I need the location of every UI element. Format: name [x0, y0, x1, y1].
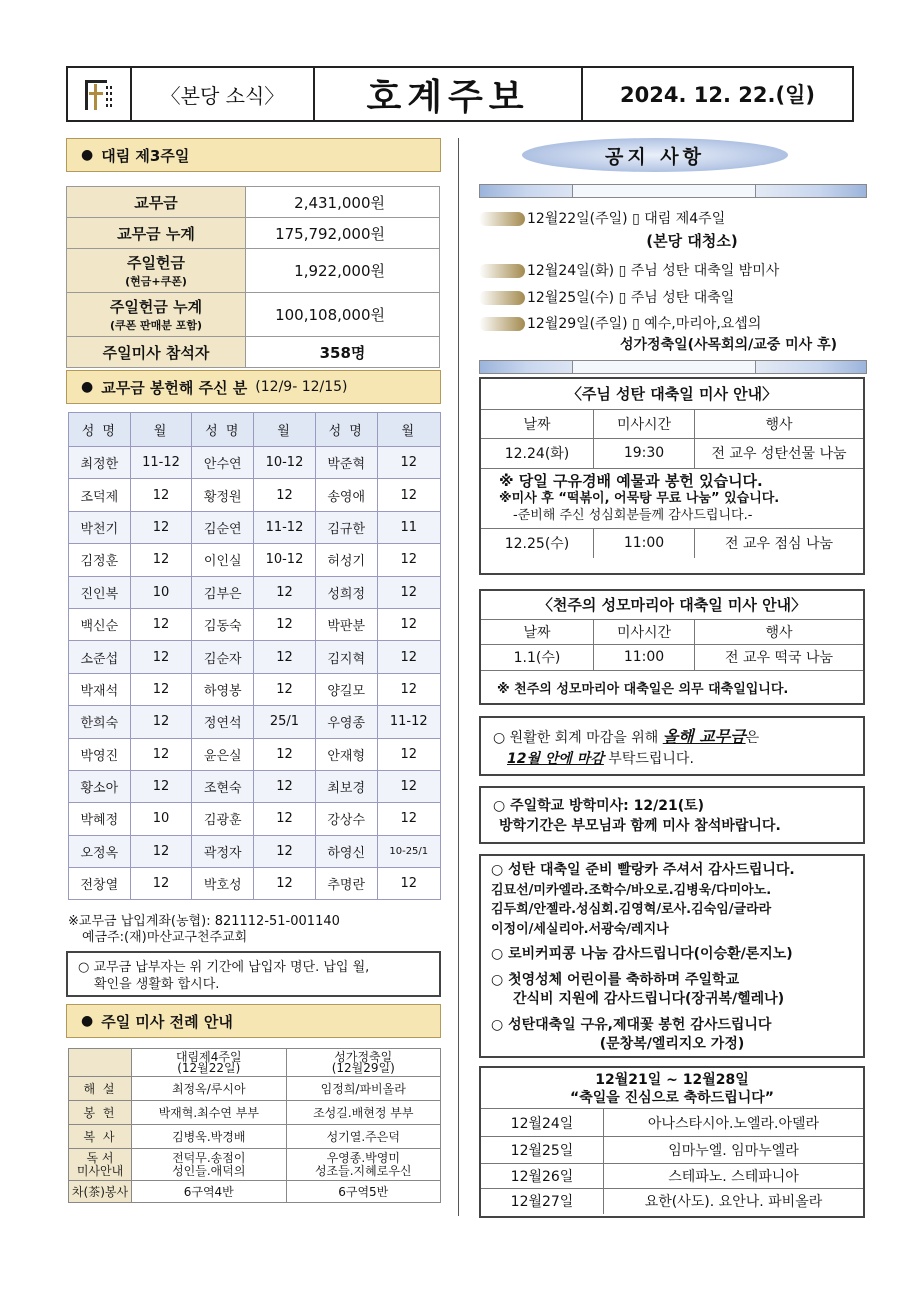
donor-months: 12 — [377, 868, 440, 900]
mass-date: 12.25(수) — [481, 528, 594, 558]
section-label: 〈본당 소식〉 — [132, 68, 315, 120]
bullet-icon: ● — [81, 379, 94, 395]
christmas-note-row — [481, 468, 863, 528]
thanks-box — [479, 854, 865, 1058]
donor-name: 김순자 — [192, 641, 254, 673]
mass-time: 11:00 — [594, 528, 695, 558]
assignee: 성기열.주은덕 — [286, 1125, 441, 1149]
summary-label-sub: (쿠폰 판매분 포함) — [109, 319, 203, 332]
assignee: 임정희/파비올라 — [286, 1077, 441, 1101]
donor-name: 최보경 — [315, 770, 377, 802]
weekly-title-text: 대림 제3주일 — [101, 146, 190, 165]
assignee: 6구역4반 — [132, 1181, 287, 1203]
donor-months: 12 — [377, 479, 440, 511]
donor-name: 우영종 — [315, 706, 377, 738]
donor-months: 12 — [254, 576, 316, 608]
donor-months: 12 — [130, 479, 192, 511]
donor-name: 박판분 — [315, 608, 377, 640]
donor-months: 12 — [130, 544, 192, 576]
donor-name: 박재석 — [69, 673, 131, 705]
donor-name: 송영애 — [315, 479, 377, 511]
weekly-summary-table — [66, 186, 440, 368]
donor-name: 박천기 — [69, 511, 131, 543]
col-header: 행사 — [695, 620, 864, 644]
mary-title: 〈천주의 성모마리아 대축일 미사 안내〉 — [481, 591, 863, 620]
col-header — [132, 1049, 287, 1077]
col-header: 성 명 — [192, 413, 254, 447]
donor-name: 김순연 — [192, 511, 254, 543]
summary-label — [67, 249, 246, 293]
christmas-notes — [481, 468, 863, 528]
col-header: 월 — [377, 413, 440, 447]
mass-guide-section-title — [66, 1004, 441, 1038]
column-divider — [458, 138, 459, 1216]
donor-name: 박준혁 — [315, 447, 377, 479]
mass-event: 전 교우 성탄선물 나눔 — [695, 438, 864, 468]
mass-date: 12.24(화) — [481, 438, 594, 468]
feast-names: 아나스타시아.노엘라.아델라 — [604, 1109, 864, 1137]
donor-months: 12 — [254, 479, 316, 511]
donor-months: 12 — [254, 673, 316, 705]
mary-table — [481, 620, 863, 671]
summary-label: 주일미사 참석자 — [67, 337, 246, 368]
role-label-line: 독 서 — [86, 1150, 114, 1165]
col-header: 날짜 — [481, 620, 594, 644]
donor-months: 12 — [377, 544, 440, 576]
mary-row — [481, 644, 863, 670]
thanks-item: 간식비 지원에 감사드립니다(장귀복/헬레나) — [513, 991, 785, 1007]
notice-subline: (본당 대청소) — [646, 232, 738, 250]
assignee — [132, 1149, 287, 1181]
col-header: 성 명 — [69, 413, 131, 447]
feast-row — [481, 1109, 863, 1137]
note-line: ※미사 후 “떡볶이, 어묵탕 무료 나눔” 있습니다. — [499, 490, 780, 506]
donor-name: 안재형 — [315, 738, 377, 770]
donor-months: 12 — [130, 738, 192, 770]
donor-months: 12 — [254, 608, 316, 640]
feast-row — [481, 1189, 863, 1214]
summary-row — [67, 218, 440, 249]
donor-name: 강상수 — [315, 803, 377, 835]
donor-name: 허성기 — [315, 544, 377, 576]
school-line: 방학기간은 부모님과 함께 미사 참석바랍니다. — [499, 818, 781, 834]
bulletin-header — [66, 66, 854, 122]
assignee: 김병욱.박경배 — [132, 1125, 287, 1149]
mary-feast-box — [479, 589, 865, 705]
feast-title-line: 12월21일 ~ 12월28일 — [595, 1072, 749, 1088]
bulletin-title: 호계주보 — [315, 68, 583, 120]
donor-months: 12 — [377, 673, 440, 705]
role-label: 복 사 — [69, 1125, 132, 1149]
christmas-title: 〈주님 성탄 대축일 미사 안내〉 — [481, 379, 863, 410]
notices-title: 공지 사항 — [522, 138, 788, 172]
accounting-text: 은 — [745, 730, 760, 746]
summary-label-sub: (현금+쿠폰) — [125, 275, 187, 288]
donor-row — [69, 868, 441, 900]
bullet-pill-icon — [479, 264, 525, 278]
thanks-item: ○ 성탄대축일 구유,제대꽃 봉헌 감사드립니다 — [491, 1016, 772, 1033]
donor-name: 황소아 — [69, 770, 131, 802]
summary-row — [67, 293, 440, 337]
summary-row — [67, 187, 440, 218]
bulletin-date: 2024. 12. 22.(일) — [620, 83, 815, 107]
donor-row — [69, 673, 441, 705]
accounting-text: 부탁드립니다. — [603, 751, 694, 767]
donor-name: 성희정 — [315, 576, 377, 608]
note-line: ※ 당일 구유경배 예물과 봉헌 있습니다. — [499, 471, 763, 490]
donor-name: 조덕제 — [69, 479, 131, 511]
donor-name: 하영봉 — [192, 673, 254, 705]
feast-date: 12월25일 — [481, 1137, 604, 1164]
donor-name: 이인실 — [192, 544, 254, 576]
donor-months: 12 — [130, 673, 192, 705]
feast-days-box — [479, 1066, 865, 1218]
role-label-line: 미사안내 — [76, 1163, 124, 1178]
donor-months: 11-12 — [377, 706, 440, 738]
summary-row — [67, 337, 440, 368]
thanks-names: 김묘선/미카엘라.조학수/바오로.김병욱/다미아노. — [491, 882, 772, 898]
thanks-names: 김두희/안젤라.성심회.김영혁/로사.김숙임/글라라 — [491, 902, 772, 917]
mass-guide-row — [69, 1101, 441, 1125]
notice-item — [479, 313, 865, 333]
col-header — [286, 1049, 441, 1077]
accounting-box — [479, 716, 865, 776]
donor-row — [69, 479, 441, 511]
donor-name: 소준섭 — [69, 641, 131, 673]
sunday-school-box — [479, 786, 865, 844]
feast-names: 요한(사도). 요안나. 파비올라 — [604, 1189, 864, 1214]
donor-row — [69, 511, 441, 543]
donor-months: 12 — [377, 608, 440, 640]
donor-name: 박호성 — [192, 868, 254, 900]
role-label: 해 설 — [69, 1077, 132, 1101]
donor-name: 오정옥 — [69, 835, 131, 867]
role-label: 차(茶)봉사 — [69, 1181, 132, 1203]
donor-name: 박혜정 — [69, 803, 131, 835]
summary-label — [67, 293, 246, 337]
donor-name: 김부은 — [192, 576, 254, 608]
assignee-line: 우영종.박영미 — [326, 1150, 400, 1165]
thanks-item: ○ 성탄 대축일 준비 빨랑카 주셔서 감사드립니다. — [491, 862, 795, 878]
donor-row — [69, 770, 441, 802]
thanks-item: ○ 첫영성체 어린이를 축하하며 주일학교 — [491, 971, 740, 988]
donors-section-title — [66, 370, 441, 404]
donor-name: 조현숙 — [192, 770, 254, 802]
donor-months: 12 — [130, 868, 192, 900]
donor-months: 12 — [130, 511, 192, 543]
mass-time: 19:30 — [594, 438, 695, 468]
bar-center — [572, 185, 756, 197]
donor-name: 하영신 — [315, 835, 377, 867]
feast-table — [481, 1108, 863, 1214]
donors-period: (12/9- 12/15) — [255, 379, 348, 395]
col-date: (12월22일) — [177, 1060, 241, 1075]
assignee: 조성길.배현정 부부 — [286, 1101, 441, 1125]
bullet-icon: ● — [81, 147, 94, 163]
donors-title-text: 교무금 봉헌해 주신 분 — [101, 378, 248, 397]
role-label — [69, 1149, 132, 1181]
donor-name: 박영진 — [69, 738, 131, 770]
accounting-emphasis: 12월 안에 마감 — [507, 751, 604, 767]
donor-name: 한희숙 — [69, 706, 131, 738]
donor-note-line: ○ 교무금 납부자는 위 기간에 납입자 명단. 납입 월, — [78, 960, 370, 975]
donor-name: 김정훈 — [69, 544, 131, 576]
corner-cell — [69, 1049, 132, 1077]
donor-row — [69, 803, 441, 835]
bar-center — [572, 361, 756, 373]
mass-time: 11:00 — [594, 644, 695, 670]
summary-label: 교무금 — [67, 187, 246, 218]
account-info — [68, 914, 340, 946]
col-header: 행사 — [695, 410, 864, 438]
donor-months: 10 — [130, 803, 192, 835]
summary-value: 1,922,000원 — [246, 249, 440, 293]
thanks-names: 이정이/세실리아.서광숙/레지나 — [491, 921, 669, 937]
donor-months: 12 — [254, 641, 316, 673]
summary-value: 175,792,000원 — [246, 218, 440, 249]
donor-name: 백신순 — [69, 608, 131, 640]
mass-guide-row — [69, 1181, 441, 1203]
mary-header-row — [481, 620, 863, 644]
notice-text: 12월29일(주일) ▯ 예수,마리아,요셉의 — [527, 316, 762, 332]
donor-row — [69, 706, 441, 738]
accounting-emphasis: 올해 교무금 — [662, 727, 746, 746]
donor-months: 12 — [130, 608, 192, 640]
notices-bottom-bar — [479, 360, 867, 374]
donor-row — [69, 738, 441, 770]
donor-months: 10-12 — [254, 447, 316, 479]
col-header: 미사시간 — [594, 620, 695, 644]
donor-months: 11 — [377, 511, 440, 543]
christmas-row — [481, 438, 863, 468]
col-header: 월 — [130, 413, 192, 447]
assignee-line: 성인들.애덕의 — [172, 1163, 246, 1178]
donor-name: 최정한 — [69, 447, 131, 479]
thanks-item: ○ 로비커피콩 나눔 감사드립니다(이승환/론지노) — [491, 946, 793, 962]
feast-title — [481, 1068, 863, 1108]
donor-months: 12 — [254, 868, 316, 900]
notice-item — [479, 287, 865, 307]
donors-table — [68, 412, 441, 900]
donor-row — [69, 576, 441, 608]
bullet-pill-icon — [479, 291, 525, 305]
donor-name: 황정원 — [192, 479, 254, 511]
bullet-pill-icon — [479, 212, 525, 226]
donor-name: 김광훈 — [192, 803, 254, 835]
feast-date: 12월24일 — [481, 1109, 604, 1137]
notice-subline: 성가정축일(사목회의/교중 미사 후) — [620, 337, 837, 353]
donor-months: 10 — [130, 576, 192, 608]
feast-row — [481, 1164, 863, 1189]
donor-note-box — [66, 951, 441, 997]
church-logo-icon — [79, 74, 119, 114]
mass-guide-title-text: 주일 미사 전례 안내 — [101, 1012, 233, 1031]
feast-row — [481, 1137, 863, 1164]
donor-months: 12 — [254, 803, 316, 835]
donor-name: 추명란 — [315, 868, 377, 900]
donor-months: 12 — [130, 706, 192, 738]
notice-text: 12월22일(주일) ▯ 대림 제4주일 — [527, 211, 726, 227]
mass-guide-table — [68, 1048, 441, 1203]
donor-row — [69, 835, 441, 867]
summary-label: 교무금 누계 — [67, 218, 246, 249]
donor-row — [69, 447, 441, 479]
mass-guide-row — [69, 1149, 441, 1181]
col-date: (12월29일) — [331, 1060, 395, 1075]
role-label: 봉 헌 — [69, 1101, 132, 1125]
christmas-mass-box — [479, 377, 865, 575]
donor-months: 11-12 — [130, 447, 192, 479]
donor-months: 12 — [254, 738, 316, 770]
donor-row — [69, 641, 441, 673]
summary-label-main: 주일헌금 누계 — [109, 298, 203, 316]
christmas-row — [481, 528, 863, 558]
feast-date: 12월27일 — [481, 1189, 604, 1214]
summary-value: 100,108,000원 — [246, 293, 440, 337]
donor-name: 김동숙 — [192, 608, 254, 640]
parish-logo — [68, 68, 132, 120]
assignee-line: 성조들.지혜로우신 — [314, 1163, 412, 1178]
donor-name: 양길모 — [315, 673, 377, 705]
christmas-header-row — [481, 410, 863, 438]
summary-row — [67, 249, 440, 293]
donor-months: 12 — [377, 447, 440, 479]
mary-note: ※ 천주의 성모마리아 대축일은 의무 대축일입니다. — [497, 681, 789, 697]
thanks-item: (문창복/엘리지오 가정) — [599, 1036, 745, 1052]
donor-months: 12 — [254, 770, 316, 802]
donor-months: 12 — [254, 835, 316, 867]
bullet-pill-icon — [479, 317, 525, 331]
donor-name: 진인복 — [69, 576, 131, 608]
donor-months: 12 — [130, 641, 192, 673]
mass-guide-header-row — [69, 1049, 441, 1077]
christmas-table — [481, 410, 863, 558]
donor-months: 11-12 — [254, 511, 316, 543]
notice-item — [479, 208, 865, 228]
note-line: -준비해 주신 성심회분들께 감사드립니다.- — [513, 507, 753, 523]
donor-name: 전창열 — [69, 868, 131, 900]
summary-value: 2,431,000원 — [246, 187, 440, 218]
notice-text: 12월24일(화) ▯ 주님 성탄 대축일 밤미사 — [527, 263, 780, 279]
col-header: 월 — [254, 413, 316, 447]
school-line: ○ 주일학교 방학미사: 12/21(토) — [493, 798, 705, 814]
summary-value: 358명 — [246, 337, 440, 368]
feast-title-line: “축일을 진심으로 축하드립니다” — [570, 1090, 774, 1106]
col-header: 성 명 — [315, 413, 377, 447]
donor-months: 12 — [377, 576, 440, 608]
mass-guide-row — [69, 1125, 441, 1149]
donor-months: 12 — [377, 738, 440, 770]
donor-months: 25/1 — [254, 706, 316, 738]
donor-name: 안수연 — [192, 447, 254, 479]
mass-event: 전 교우 점심 나눔 — [695, 528, 864, 558]
donor-months: 12 — [377, 641, 440, 673]
assignee — [286, 1149, 441, 1181]
assignee: 6구역5반 — [286, 1181, 441, 1203]
donor-months: 12 — [130, 835, 192, 867]
assignee-line: 전덕무.송점이 — [172, 1150, 246, 1165]
donor-row — [69, 544, 441, 576]
donor-name: 김지혁 — [315, 641, 377, 673]
account-holder: 예금주:(재)마산교구천주교회 — [82, 930, 248, 945]
donor-name: 윤은실 — [192, 738, 254, 770]
assignee: 최정옥/루시아 — [132, 1077, 287, 1101]
col-header: 미사시간 — [594, 410, 695, 438]
summary-label-main: 주일헌금 — [127, 254, 185, 272]
donor-name: 김규한 — [315, 511, 377, 543]
notices-top-bar — [479, 184, 867, 198]
weekly-section-title — [66, 138, 441, 172]
donor-row — [69, 608, 441, 640]
donor-months: 12 — [377, 770, 440, 802]
notice-text: 12월25일(수) ▯ 주님 성탄 대축일 — [527, 290, 735, 306]
mass-guide-row — [69, 1077, 441, 1101]
col-title: 대림제4주일 — [175, 1049, 242, 1064]
col-title: 성가정축일 — [334, 1049, 393, 1064]
account-number: ※교무금 납입계좌(농협): 821112-51-001140 — [68, 914, 340, 929]
assignee: 박재혁.최수연 부부 — [132, 1101, 287, 1125]
donor-months: 12 — [377, 803, 440, 835]
feast-names: 임마누엘. 임마누엘라 — [604, 1137, 864, 1164]
accounting-text: ○ 원활한 회계 마감을 위해 — [493, 730, 663, 746]
feast-date: 12월26일 — [481, 1164, 604, 1189]
donor-note-line: 확인을 생활화 합시다. — [94, 977, 220, 992]
donor-months: 12 — [130, 770, 192, 802]
feast-names: 스테파노. 스테파니아 — [604, 1164, 864, 1189]
mass-event: 전 교우 떡국 나눔 — [695, 644, 864, 670]
donor-months: 10-12 — [254, 544, 316, 576]
col-header: 날짜 — [481, 410, 594, 438]
donors-header-row — [69, 413, 441, 447]
notice-item — [479, 260, 865, 280]
bullet-icon: ● — [81, 1013, 94, 1029]
donor-name: 곽정자 — [192, 835, 254, 867]
donor-months: 10-25/1 — [377, 835, 440, 867]
donor-name: 정연석 — [192, 706, 254, 738]
mass-date: 1.1(수) — [481, 644, 594, 670]
